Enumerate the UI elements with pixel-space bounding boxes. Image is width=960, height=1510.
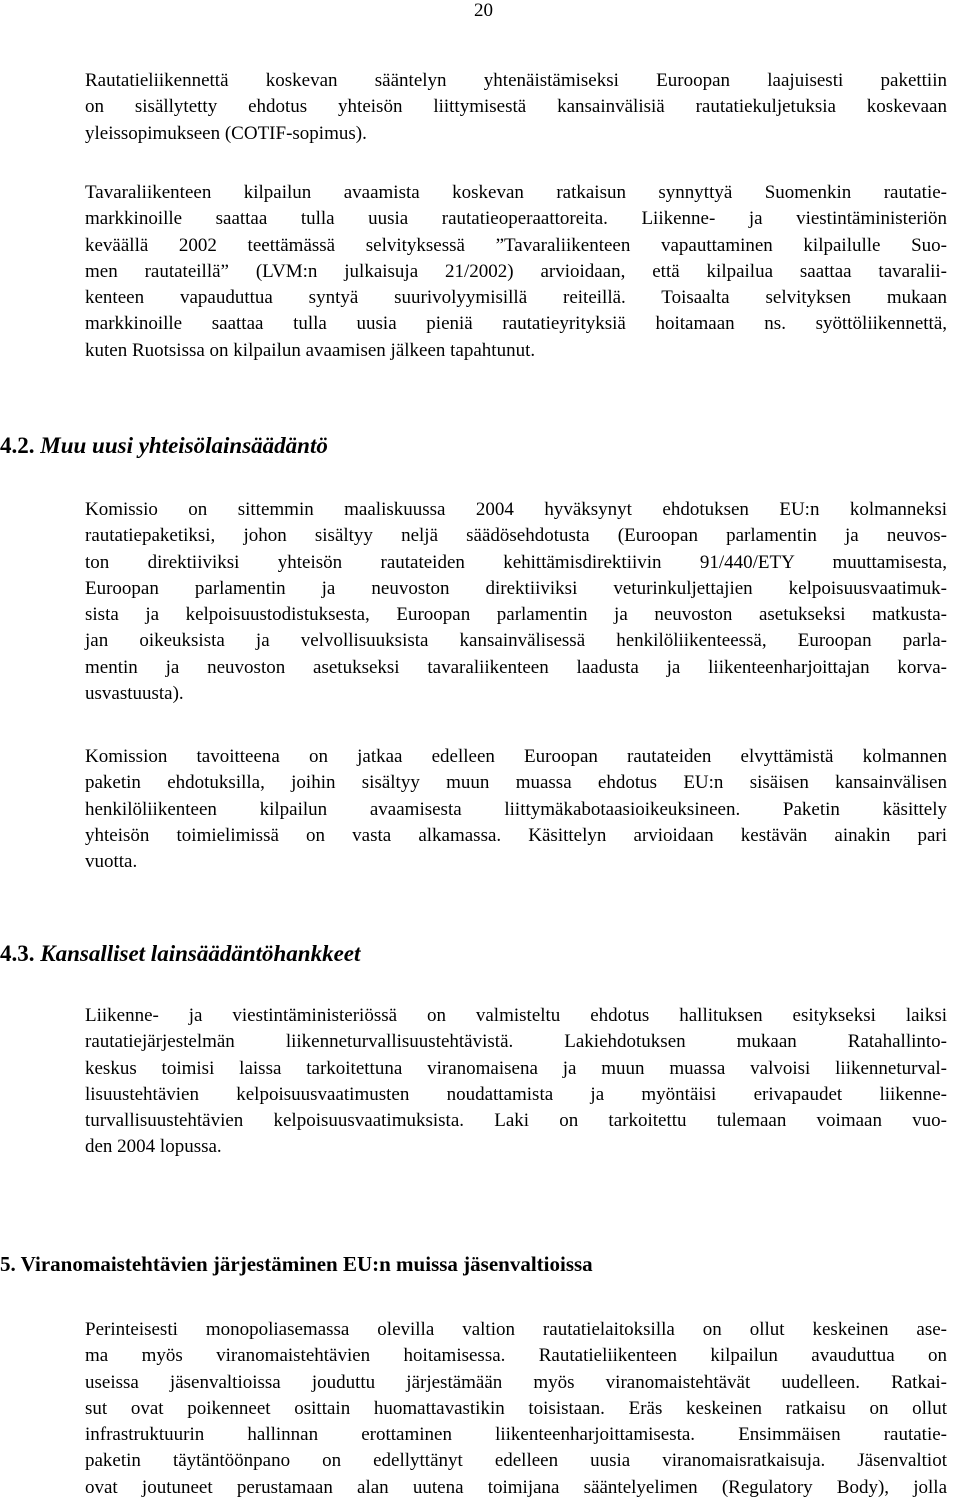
text-line: jan oikeuksista ja velvollisuuksista kansainvälisessä henkilöliikenteessä, Euroopan parla- <box>85 630 947 652</box>
paragraph-authority-tasks <box>85 1317 947 1501</box>
paragraph-third-railway-package <box>85 497 947 707</box>
text-line: den 2004 lopussa. <box>85 1136 222 1158</box>
section-title: Muu uusi yhteisölainsäädäntö <box>40 433 328 458</box>
text-line: paketin ehdotuksilla, joihin sisältyy muun muassa ehdotus EU:n sisäisen kansainvälisen <box>85 772 947 794</box>
text-line: on sisällytetty ehdotus yhteisön liittymisestä kansainvälisiä rautatiekuljetuksia koskevaan <box>85 96 947 118</box>
section-number: 4.3. <box>0 941 35 966</box>
text-line: yhteisön toimielimissä on vasta alkamassa. Käsittelyn arvioidaan kestävän ainakin pari <box>85 824 947 846</box>
paragraph-national-legislation <box>85 1003 947 1161</box>
paragraph-commission-goal <box>85 744 947 875</box>
text-line: sista ja kelpoisuustodistuksesta, Euroopan parlamentin ja neuvoston asetukseksi matkusta- <box>85 604 947 626</box>
text-line: Komission tavoitteena on jatkaa edelleen Euroopan rautateiden elvyttämistä kolmannen <box>85 746 947 767</box>
text-line: lisuustehtävien kelpoisuusvaatimusten noudattamista ja myöntäisi erivapaudet liikenne- <box>85 1083 947 1105</box>
text-line: usvastuusta). <box>85 683 184 705</box>
section-heading-5 <box>0 1250 800 1278</box>
text-line: Komissio on sittemmin maaliskuussa 2004 hyväksynyt ehdotuksen EU:n kolmanneksi <box>85 499 947 520</box>
section-number: 5. <box>0 1252 16 1276</box>
text-line: kenteen vapauduttua syntyä suurivolyymisillä reiteillä. Toisaalta selvityksen mukaan <box>85 287 947 309</box>
text-line: sut ovat poikenneet osittain huomattavastikin toisistaan. Eräs keskeinen ratkaisu on ollut <box>85 1397 947 1419</box>
text-line: turvallisuustehtävien kelpoisuusvaatimuksista. Laki on tarkoitettu tulemaan voimaan vuo- <box>85 1110 947 1132</box>
section-title: Kansalliset lainsäädäntöhankkeet <box>40 941 361 966</box>
text-line: men rautateillä” (LVM:n julkaisuja 21/2002) arvioidaan, että kilpailua saattaa tavaralii- <box>85 260 947 282</box>
text-line: keväällä 2002 teettämässä selvityksessä ”Tavaraliikenteen vapauttaminen kilpailulle Suo- <box>85 234 947 256</box>
text-line: yleissopimukseen (COTIF-sopimus). <box>85 122 367 144</box>
text-line: markkinoille saattaa tulla uusia pieniä rautatieyrityksiä hoitamaan ns. syöttöliikennettä, <box>85 313 947 335</box>
section-heading-4-3 <box>0 940 460 968</box>
text-line: rautatiejärjestelmän liikenneturvallisuustehtävistä. Lakiehdotuksen mukaan Ratahallinto- <box>85 1031 947 1053</box>
text-line: infrastruktuurin hallinnan erottaminen liikenteenharjoittamisesta. Ensimmäisen rautatie- <box>85 1424 947 1446</box>
text-line: keskus toimisi laissa tarkoitettuna viranomaisena ja muun muassa valvoisi liikenneturval- <box>85 1057 947 1079</box>
section-number: 4.2. <box>0 433 35 458</box>
page-number: 20 <box>474 0 493 21</box>
text-line: paketin täytäntöönpano on edellyttänyt edelleen uusia viranomaisratkaisuja. Jäsenvaltiot <box>85 1450 947 1472</box>
text-line: Liikenne- ja viestintäministeriössä on valmisteltu ehdotus hallituksen esitykseksi laiksi <box>85 1005 947 1026</box>
paragraph-freight-competition <box>85 180 947 364</box>
text-line: ma myös viranomaistehtävien hoitamisessa. Rautatieliikenteen kilpailun avauduttua on <box>85 1345 947 1367</box>
text-line: markkinoille saattaa tulla uusia rautatieoperaattoreita. Liikenne- ja viestintäministeriön <box>85 208 947 230</box>
text-line: Tavaraliikenteen kilpailun avaamista koskevan ratkaisun synnyttyä Suomenkin rautatie- <box>85 182 947 203</box>
text-line: Perinteisesti monopoliasemassa olevilla valtion rautatielaitoksilla on ollut keskeinen ase- <box>85 1319 947 1340</box>
text-line: henkilöliikenteen kilpailun avaamisesta liittymäkabotaasioikeuksineen. Paketin käsittely <box>85 798 947 820</box>
text-line: useissa jäsenvaltioissa jouduttu järjestämään myös viranomaistehtävät uudelleen. Ratkai- <box>85 1371 947 1393</box>
text-line: vuotta. <box>85 851 138 873</box>
section-heading-4-2 <box>0 432 420 460</box>
text-line: ton direktiiviksi yhteisön rautateiden kehittämisdirektiivin 91/440/ETY muuttamisesta, <box>85 551 947 573</box>
text-line: ovat joutuneet perustamaan alan uutena toimijana sääntelyelimen (Regulatory Body), jolla <box>85 1476 947 1498</box>
paragraph-cotif <box>85 68 947 147</box>
text-line: mentin ja neuvoston asetukseksi tavaraliikenteen laadusta ja liikenteenharjoittajan korva- <box>85 656 947 678</box>
section-title: Viranomaistehtävien järjestäminen EU:n muissa jäsenvaltioissa <box>20 1252 593 1276</box>
text-line: kuten Ruotsissa on kilpailun avaamisen jälkeen tapahtunut. <box>85 339 536 361</box>
text-line: Euroopan parlamentin ja neuvoston direktiiviksi veturinkuljettajien kelpoisuusvaatimuk- <box>85 577 947 599</box>
text-line: rautatiepaketiksi, johon sisältyy neljä säädösehdotusta (Euroopan parlamentin ja neuvos- <box>85 525 947 547</box>
text-line: Rautatieliikennettä koskevan sääntelyn yhtenäistämiseksi Euroopan laajuisesti pakettiin <box>85 70 947 91</box>
